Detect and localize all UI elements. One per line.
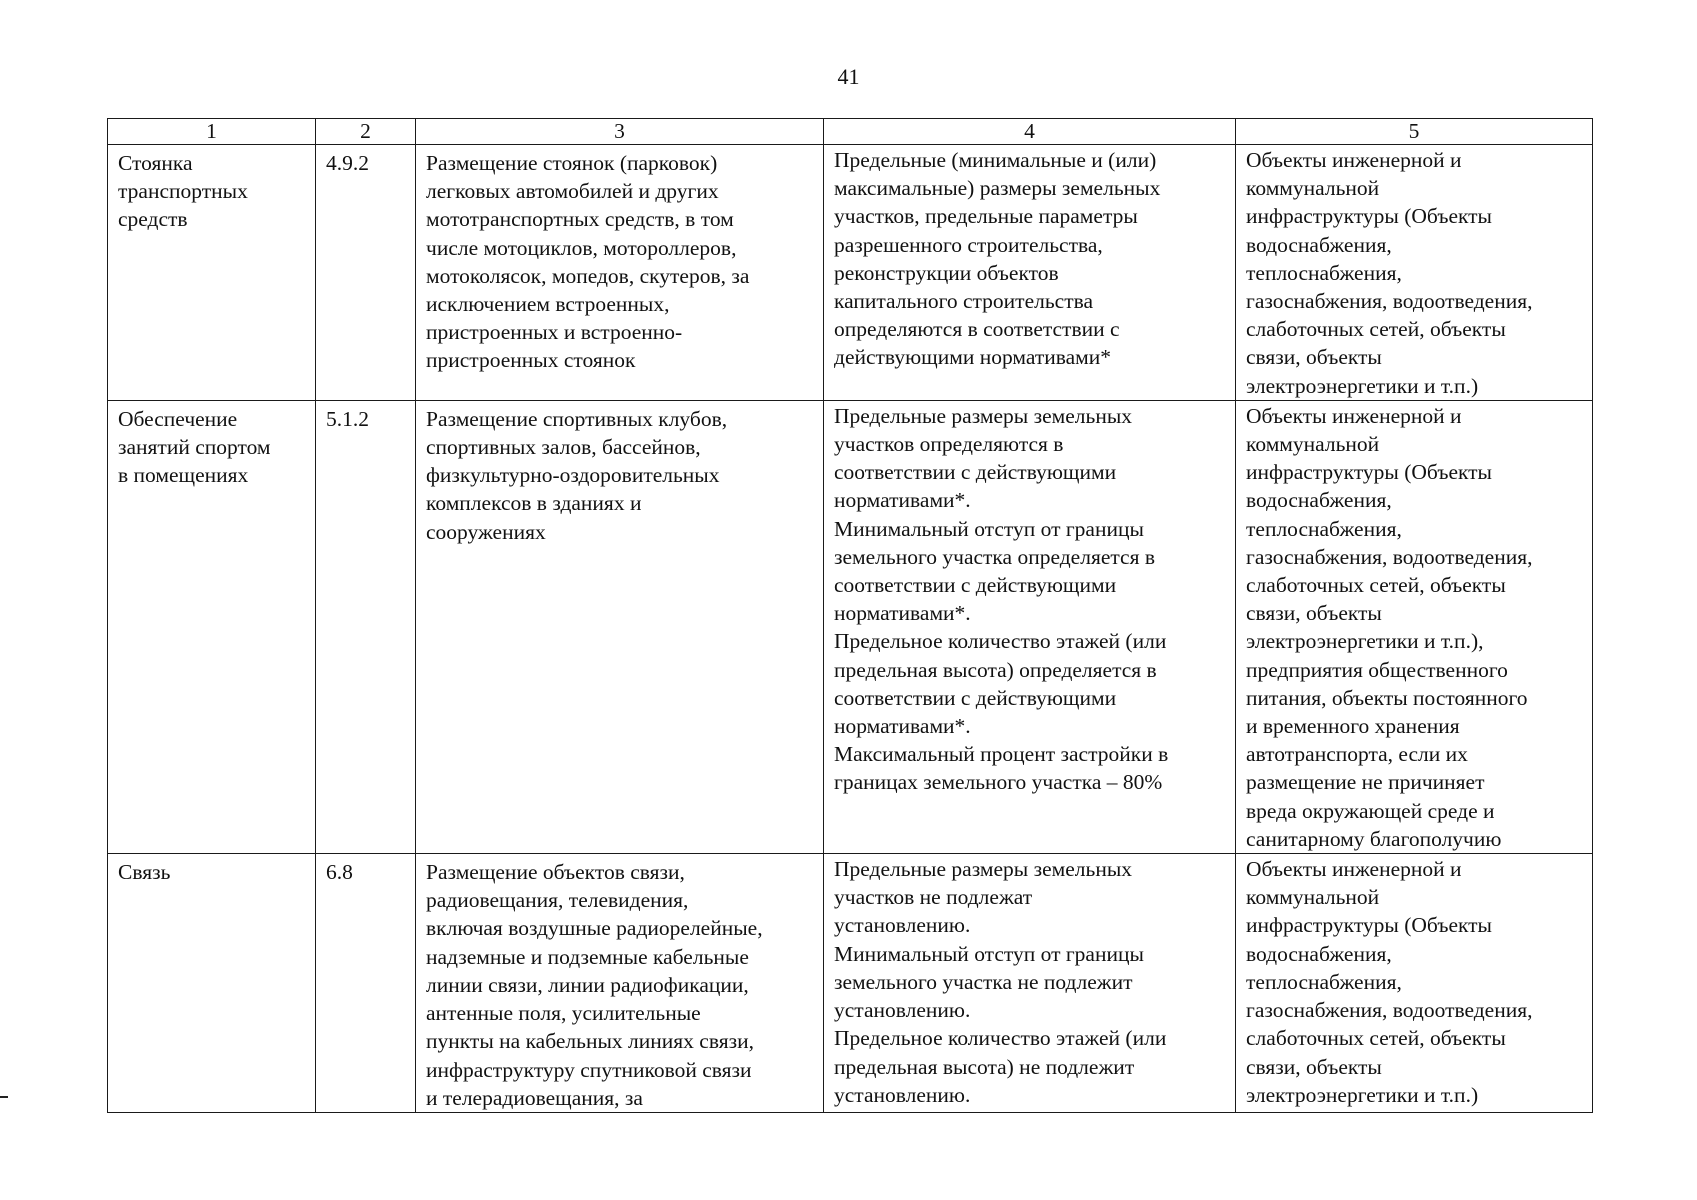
use-parameters-text: Предельные (минимальные и (или) максимальные) размеры земельных участков, предельные параметры разрешенного строительства, реконструкции объектов капитального строительства определяются в соответствии с действующими нормативами*: [834, 148, 1161, 370]
header-col-3: 3: [416, 119, 824, 145]
use-description-text: Размещение объектов связи, радиовещания, телевидения, включая воздушные радиорелейные, надземные и подземные кабельные линии связи, линии радиофикации, антенные поля, усилительные пункты на кабельных линиях связи, инфраструктуру спутниковой связи и телерадиовещания, за: [426, 860, 763, 1110]
use-name-text: Обеспечение занятий спортом в помещениях: [118, 406, 271, 488]
use-description-text: Размещение стоянок (парковок) легковых автомобилей и других мототранспортных средств, в том числе мотоциклов, мотороллеров, мотоколясок, мопедов, скутеров, за исключением встроенных, пристроенных и встроенно- пристроенных стоянок: [426, 151, 750, 373]
cell-use-objects: [1236, 400, 1593, 853]
cell-use-description: [416, 145, 824, 401]
cell-use-name: [108, 400, 316, 853]
use-code-text: 5.1.2: [326, 406, 369, 431]
cell-use-parameters: [824, 854, 1236, 1113]
use-objects-text: Объекты инженерной и коммунальной инфраструктуры (Объекты водоснабжения, теплоснабжения, газоснабжения, водоотведения, слаботочных сетей, объекты связи, объекты электроэнергетики и т.п.), предприятия общественного питания, объекты постоянного и временного хранения автотранспорта, если их размещение не причиняет вреда окружающей среде и санитарному благополучию: [1246, 403, 1533, 851]
cell-use-code: [316, 400, 416, 853]
header-col-4: 4: [824, 119, 1236, 145]
cell-use-code: [316, 145, 416, 401]
use-code-text: 6.8: [326, 860, 353, 885]
use-parameters-text: Предельные размеры земельных участков не подлежат установлению. Минимальный отступ от границы земельного участка не подлежит установлению. Предельное количество этажей (или предельная высота) не подлежит установлению.: [834, 857, 1167, 1107]
table-header-row: [108, 119, 1593, 145]
cell-use-name: [108, 145, 316, 401]
use-name-text: Стоянка транспортных средств: [118, 151, 248, 232]
cell-use-code: [316, 854, 416, 1113]
cell-use-description: [416, 854, 824, 1113]
header-col-1: 1: [108, 119, 316, 145]
use-parameters-text: Предельные размеры земельных участков определяются в соответствии с действующими нормативами*. Минимальный отступ от границы земельного участка определяется в соответствии с действующими нормативами*. Предельное количество этажей (или предельная высота) определяется в соответствии с действующими нормативами*. Максимальный процент застройки в границах земельного участка – 80%: [834, 403, 1169, 795]
header-col-5: 5: [1236, 119, 1593, 145]
cell-use-objects: [1236, 145, 1593, 401]
cell-use-parameters: [824, 145, 1236, 401]
use-objects-text: Объекты инженерной и коммунальной инфраструктуры (Объекты водоснабжения, теплоснабжения, газоснабжения, водоотведения, слаботочных сетей, объекты связи, объекты электроэнергетики и т.п.): [1246, 148, 1533, 398]
cell-use-name: [108, 854, 316, 1113]
margin-mark: [0, 1096, 8, 1098]
land-use-table: [107, 118, 1593, 1113]
use-name-text: Связь: [118, 860, 171, 885]
header-col-2: 2: [316, 119, 416, 145]
page-number: 41: [837, 64, 860, 89]
table-row: [108, 400, 1593, 853]
use-description-text: Размещение спортивных клубов, спортивных залов, бассейнов, физкультурно-оздоровительных комплексов в зданиях и сооружениях: [426, 406, 728, 544]
use-objects-text: Объекты инженерной и коммунальной инфраструктуры (Объекты водоснабжения, теплоснабжения, газоснабжения, водоотведения, слаботочных сетей, объекты связи, объекты электроэнергетики и т.п.): [1246, 857, 1533, 1107]
cell-use-objects: [1236, 854, 1593, 1113]
table-row: [108, 854, 1593, 1113]
use-code-text: 4.9.2: [326, 151, 369, 175]
cell-use-parameters: [824, 400, 1236, 853]
table-row: [108, 145, 1593, 401]
cell-use-description: [416, 400, 824, 853]
